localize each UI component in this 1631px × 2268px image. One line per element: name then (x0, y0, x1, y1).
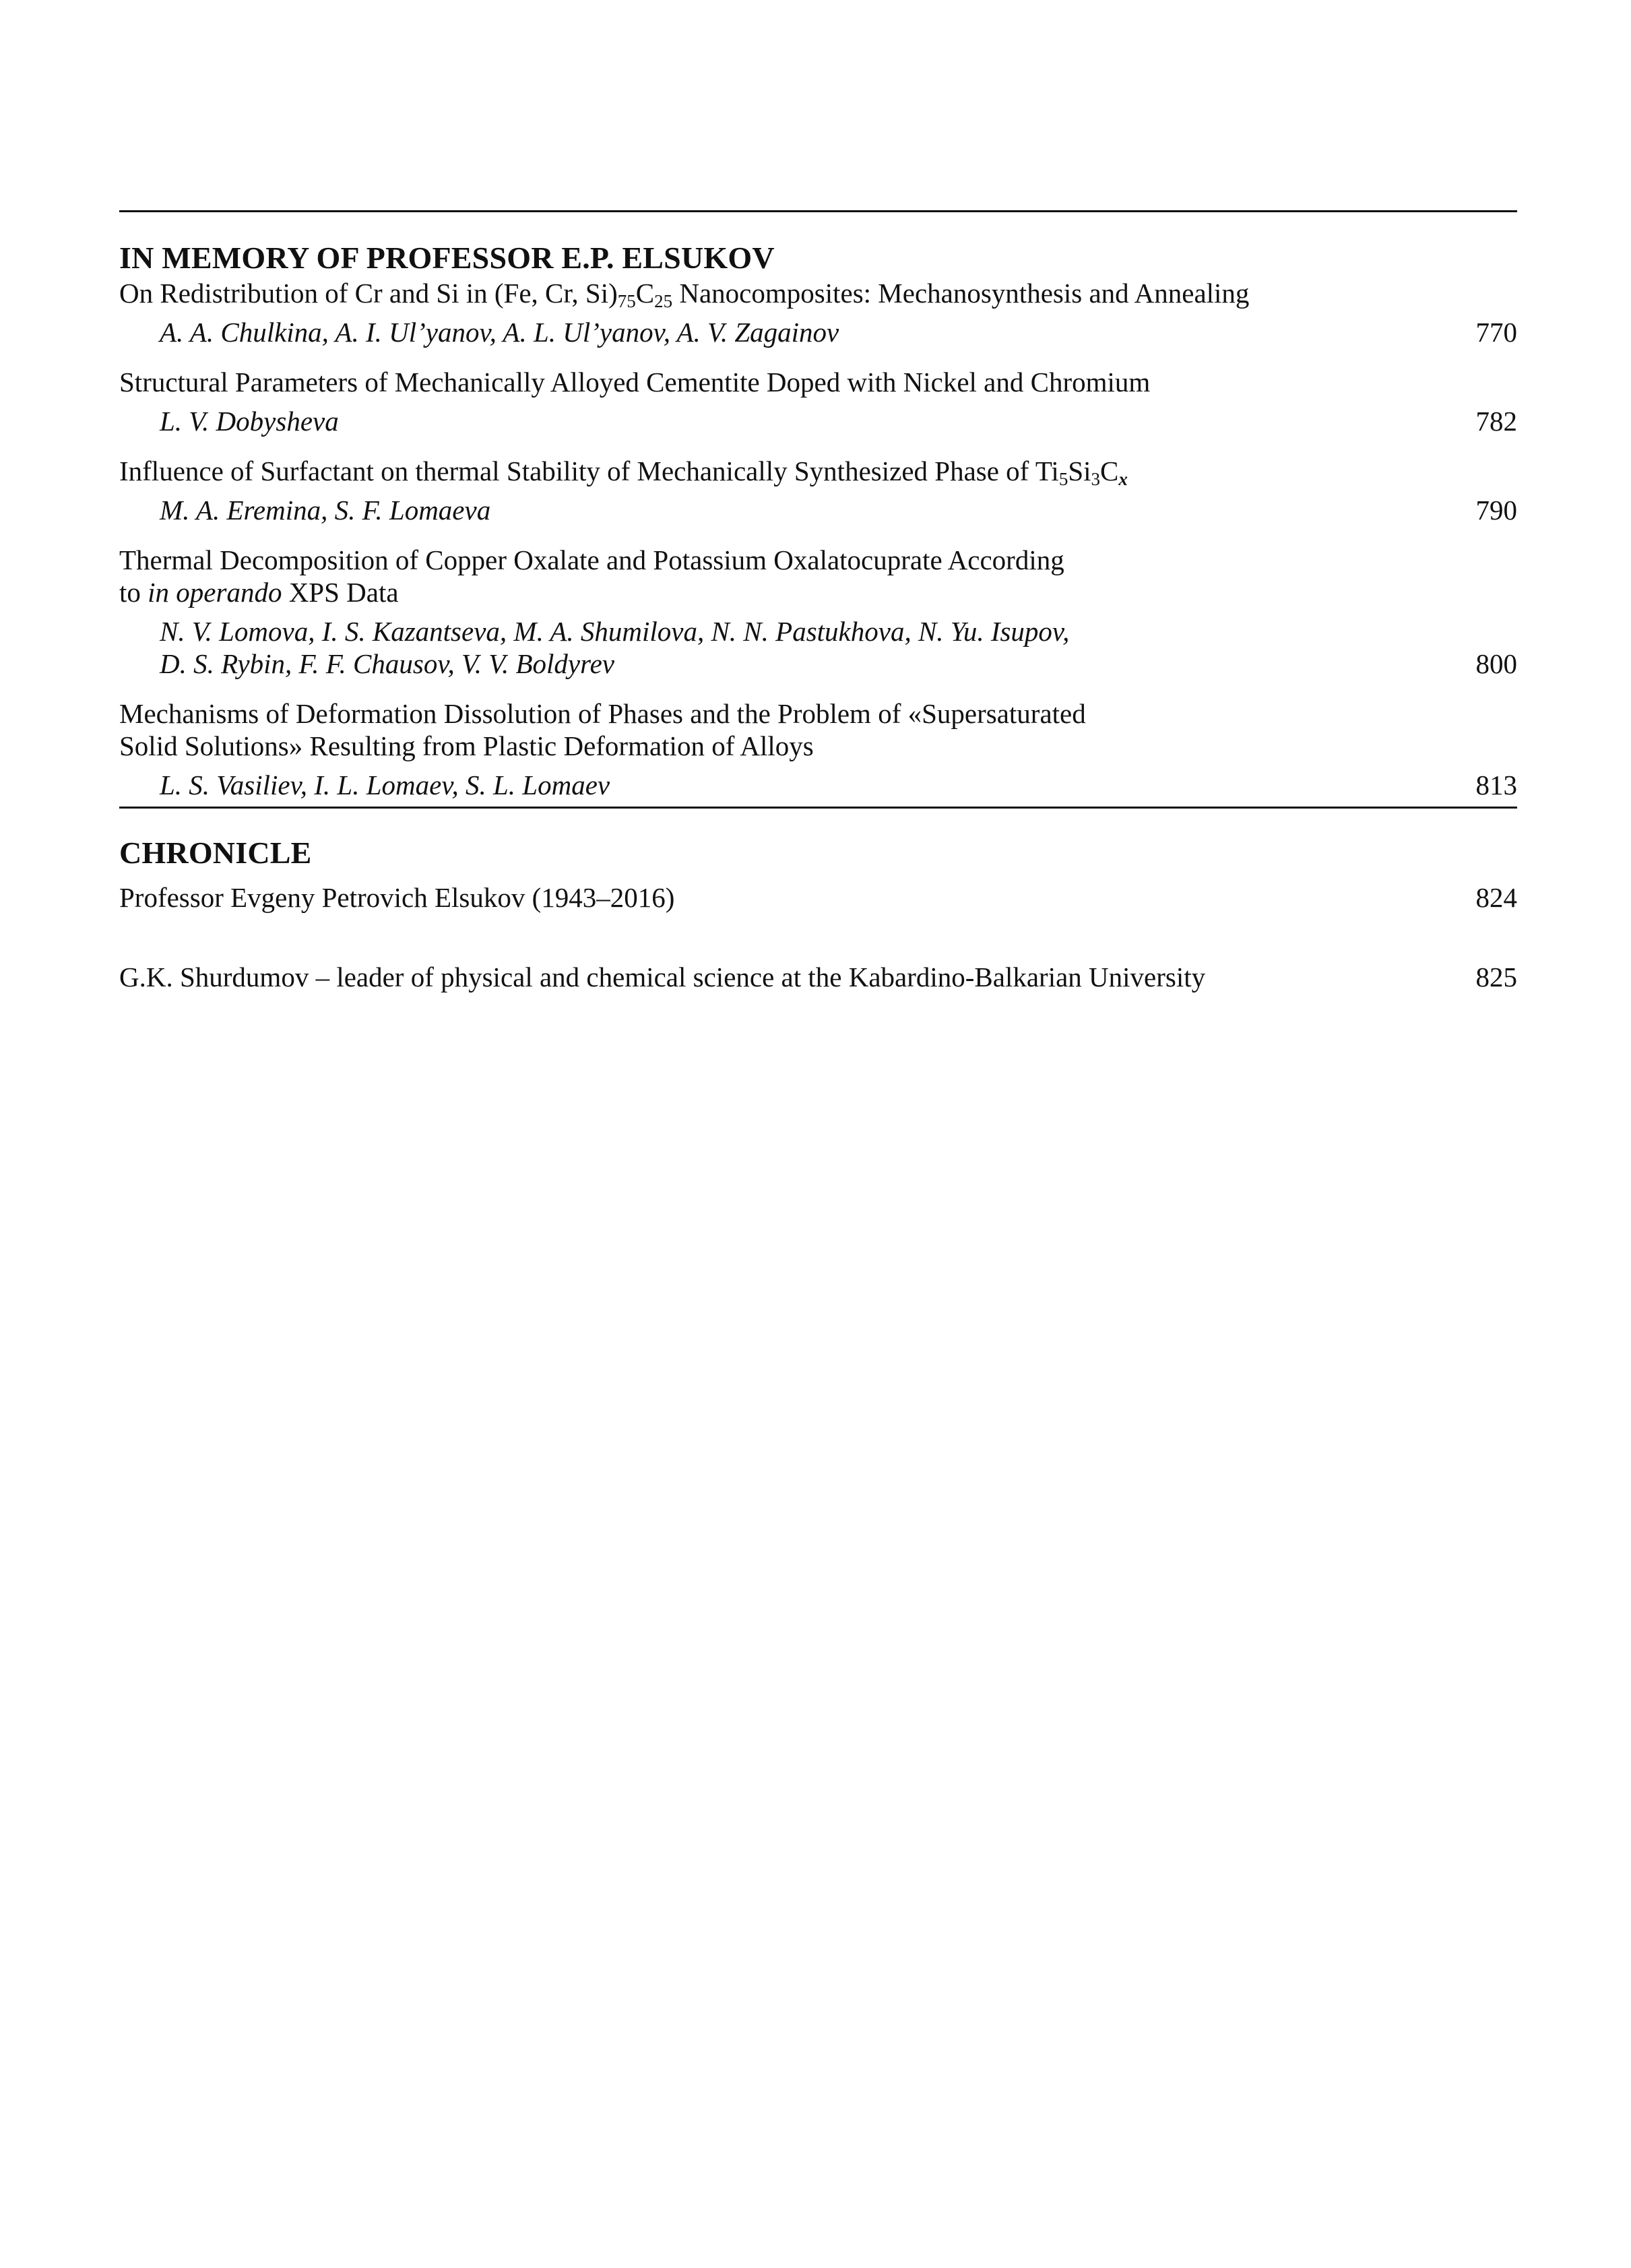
entry-authors: A. A. Chulkina, A. I. Ul’yanov, A. L. Ul’yanov, A. V. Zagainov 770 (160, 317, 1517, 348)
toc-entry[interactable] (119, 277, 1517, 348)
entry-page-number: 790 (1475, 495, 1517, 526)
entry-page-number: 825 (1475, 962, 1517, 993)
entry-title: On Redistribution of Cr and Si in (Fe, Cr, $Si)_{75}C_{25}$ Nanocomposites: Mechanosynthesis and Annealing (119, 278, 1250, 311)
top-rule (119, 210, 1517, 212)
entry-title: Mechanisms of Deformation Dissolution of Phases and the Problem of «Supersaturated Solid Solutions» Resulting from Plastic Deformation of Alloys (119, 698, 1086, 761)
entry-title: Thermal Decomposition of Copper Oxalate and Potassium Oxalatocuprate According to in operando XPS Data (119, 544, 1064, 608)
section-heading-in-memory: IN MEMORY OF PROFESSOR E.P. ELSUKOV (119, 241, 775, 275)
entry-title: Structural Parameters of Mechanically Alloyed Cementite Doped with Nickel and Chromium (119, 367, 1151, 398)
section-heading-chronicle: CHRONICLE (119, 836, 312, 870)
toc-entry[interactable] (119, 961, 1517, 993)
entry-title: Influence of Surfactant on thermal Stability of Mechanically Synthesized Phase of $Ti_5Si_3C_x$ (119, 455, 1128, 489)
entry-page-number: 824 (1475, 882, 1517, 913)
toc-entry[interactable] (119, 455, 1517, 526)
entry-authors: L. S. Vasiliev, I. L. Lomaev, S. L. Lomaev 813 (160, 769, 1517, 800)
entry-title: G.K. Shurdumov – leader of physical and chemical science at the Kabardino-Balkarian University 825 (119, 962, 1517, 993)
entry-page-number: 770 (1475, 317, 1517, 348)
entry-page-number: 782 (1475, 406, 1517, 437)
entry-page-number: 800 (1475, 648, 1517, 679)
entry-authors: M. A. Eremina, S. F. Lomaeva 790 (160, 495, 1517, 526)
table-of-contents (119, 210, 1517, 993)
toc-entry[interactable] (119, 544, 1517, 680)
toc-entry[interactable] (119, 697, 1517, 809)
entry-authors: L. V. Dobysheva 782 (160, 406, 1517, 437)
entry-authors: N. V. Lomova, I. S. Kazantseva, M. A. Shumilova, N. N. Pastukhova, N. Yu. Isupov, D. S. Rybin, F. F. Chausov, V. V. Boldyrev 800 (160, 616, 1517, 679)
entry-page-number: 813 (1475, 769, 1517, 800)
toc-entry[interactable] (119, 366, 1517, 437)
entry-title: Professor Evgeny Petrovich Elsukov (1943–2016) 824 (119, 882, 1517, 913)
toc-entry[interactable] (119, 881, 1517, 914)
